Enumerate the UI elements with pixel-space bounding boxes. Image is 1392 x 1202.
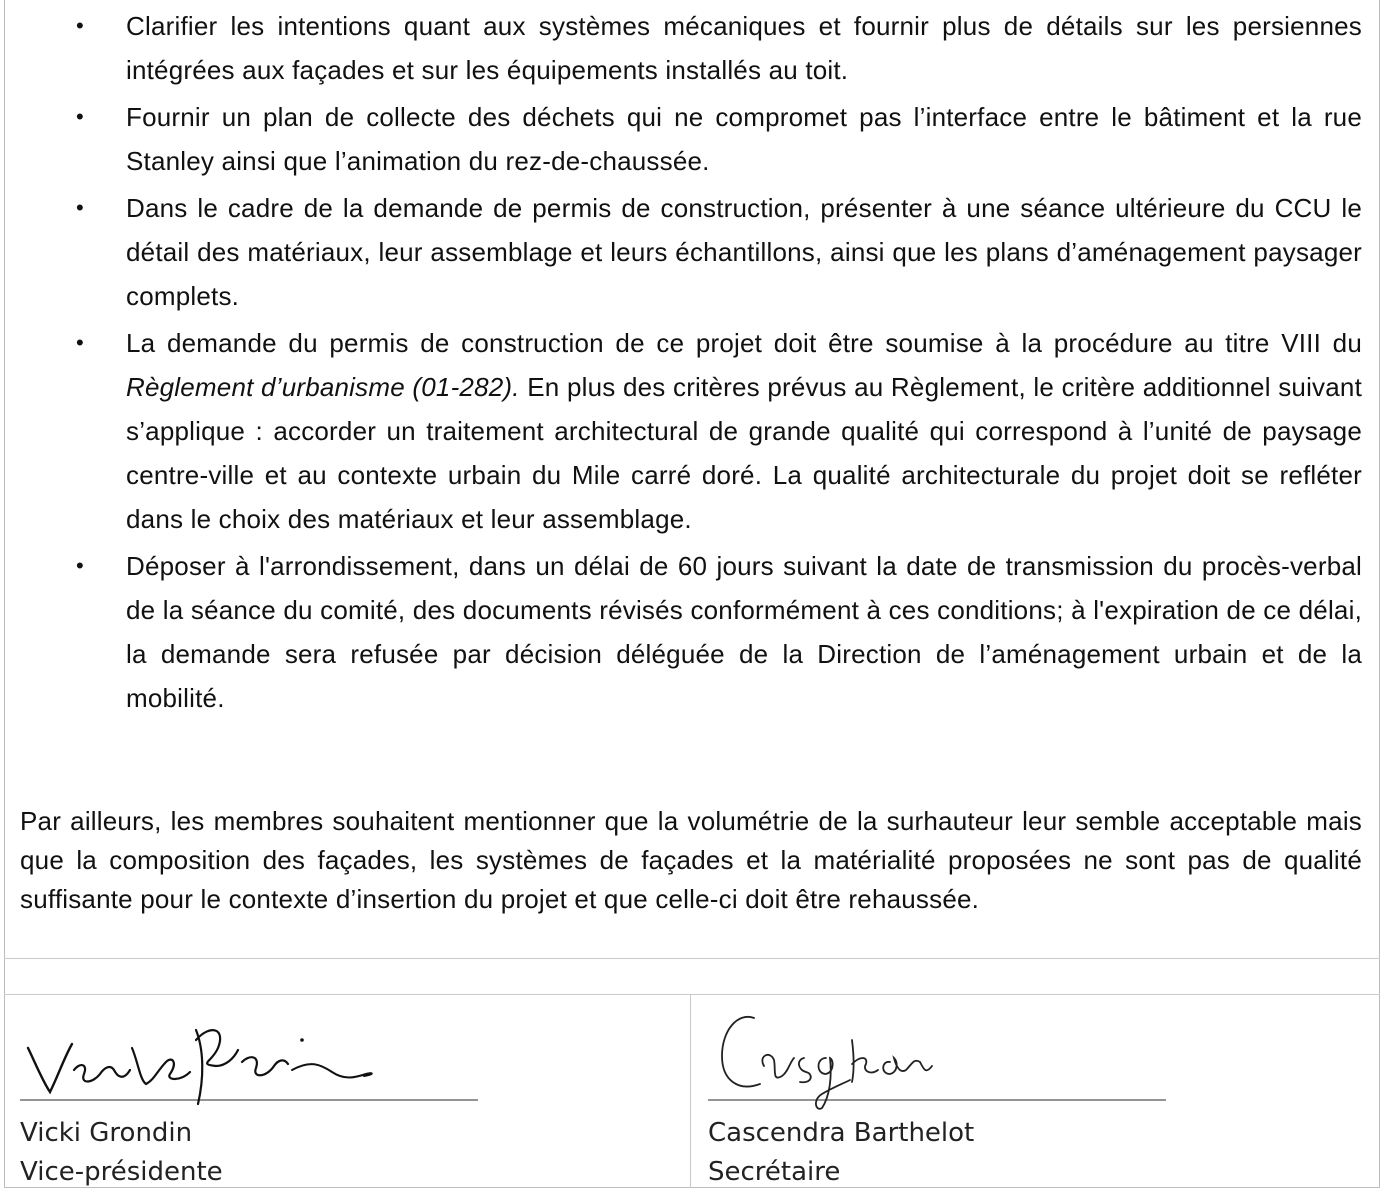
condition-item: [0, 186, 1362, 318]
table-row-divider: [4, 994, 1380, 995]
signature-block-secretary: [708, 1000, 1168, 1192]
condition-text: Fournir un plan de collecte des déchets qui ne compromet pas l’interface entre le bâtiment et la rue Stanley ainsi que l’animation du rez-de-chaussée.: [126, 102, 1362, 176]
conditions-list: [0, 4, 1392, 723]
signature-handwriting-text: Casgrain: [708, 1000, 713, 1001]
signature-handwriting-text: Vicki Grondin: [20, 1000, 26, 1001]
bullet-icon: •: [76, 104, 84, 129]
signature-block-vice-president: [20, 1000, 480, 1192]
closing-paragraph: Par ailleurs, les membres souhaitent mentionner que la volumétrie de la surhauteur leur semble acceptable mais que la composition des façades, les systèmes de façades et la matérialité proposées ne sont pas de qualité suffisante pour le contexte d’insertion du projet et que celle-ci doit être rehaussée.: [20, 806, 1362, 914]
signatory-role: Secrétaire: [708, 1157, 841, 1187]
condition-text-before: La demande du permis de construction de ce projet doit être soumise à la procédure au titre VIII du: [126, 328, 1362, 358]
condition-text: [126, 321, 1362, 541]
signature-column-divider: [690, 994, 691, 1188]
bullet-icon: •: [76, 330, 84, 355]
bullet-icon: •: [76, 553, 84, 578]
bullet-icon: •: [76, 13, 84, 38]
condition-text: Dans le cadre de la demande de permis de construction, présenter à une séance ultérieure du CCU le détail des matériaux, leur assemblage et leurs échantillons, ainsi que les plans d’aménagement paysager complets.: [126, 193, 1362, 311]
condition-text-after: En plus des critères prévus au Règlement, le critère additionnel suivant s’applique : accorder un traitement architectural de grande qualité qui correspond à l’unité de paysage centre-ville et au contexte urbain du Mile carré doré. La qualité architecturale du projet doit se refléter dans le choix des matériaux et leur assemblage.: [126, 372, 1362, 534]
condition-item: [0, 4, 1362, 92]
signatory-name: Vicki Grondin: [20, 1118, 193, 1148]
signatory-role: Vice-présidente: [20, 1157, 223, 1187]
signatory-name: Cascendra Barthelot: [708, 1118, 975, 1148]
condition-text: Déposer à l'arrondissement, dans un délai de 60 jours suivant la date de transmission du procès-verbal de la séance du comité, des documents révisés conformément à ces conditions; à l'expiration de ce délai, la demande sera refusée par décision déléguée de la Direction de l’aménagement urbain et de la mobilité.: [126, 551, 1362, 713]
condition-item: [0, 95, 1362, 183]
regulation-title: Règlement d’urbanisme (01-282).: [126, 372, 520, 402]
bullet-icon: •: [76, 195, 84, 220]
handwritten-signature-icon: [708, 1000, 1168, 1110]
condition-text: Clarifier les intentions quant aux systèmes mécaniques et fournir plus de détails sur les persiennes intégrées aux façades et sur les équipements installés au toit.: [126, 11, 1362, 85]
condition-item: [0, 544, 1362, 720]
handwritten-signature-icon: [20, 1000, 480, 1110]
condition-item: [0, 321, 1362, 541]
table-row-divider: [4, 958, 1380, 959]
